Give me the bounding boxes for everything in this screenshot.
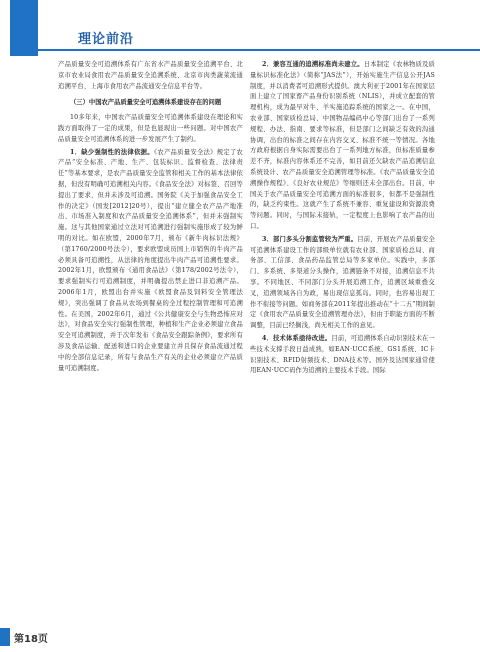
paragraph-5-lead: 4．技术体系亟待改进。	[262, 334, 332, 342]
intro-paragraph: 产品质量安全可追溯体系有广东省水产品质量安全追溯平台、北京市农业局食用农产品质量安全追溯系统、北京市肉类蔬菜流通追溯平台、上海市食用农产品流通安全信息平台等。	[58, 61, 243, 90]
paragraph-3-body: 日本制定《农林物质及质量标识标准化法》（简称“JAS法”），开始实施生产信息公开JAS制度，并以消费者可追溯形式提供。澳大利亚于2001年在国家层面上建立了国家畜产品身份识别系统（NLIS），并成立配套的管理机构，成为最早对牛、羊实施追踪系统的国家之一。在中国，农业部、国家质检总局、中国物品编码中心等部门出台了一系列规程、办法、指南、要求等标准，但是部门之间缺乏有效的沟通协调，出台的标准之间存在内容交叉、标准不统一等情况。各地方政府根据自身实际需要出台了一系列地方标准，但标准质量参差不齐，标准内容体系还不完善，如目前还欠缺农产品追溯信息系统设计、农产品质量安全追溯管理等标准。《农产品质量安全追溯操作规程》、《良好农业规范》等细则还未全部出台。目前，中国关于农产品质量安全可追溯方面的标准很多，但都不是强制性的，缺乏约束性。这就产生了系统不兼容、重复建设和资源浪费等问题。同时，与国际未接轨，一定程度上也影响了农产品的出口。	[250, 61, 435, 230]
paragraph-3	[250, 60, 435, 233]
paragraph-4	[250, 235, 435, 332]
header-accent-block	[10, 0, 38, 56]
page-number: 第18页	[14, 634, 48, 645]
paragraph-5-body: 目前，可追溯体系自动识别技术在一些技术支撑手段日益成熟，如EAN·UCC系统、GS1系统、IC卡识别技术、RFID射频技术、DNA技术等。国外及达国家通常使用EAN·UCC码作为追溯的主要技术手段。国际	[250, 334, 435, 375]
paragraph-2-lead: 1．缺少强制性的法律依据。	[70, 148, 154, 156]
footer-accent-block	[0, 628, 10, 646]
subheading: （三）中国农产品质量安全可追溯体系建设存在的问题	[70, 99, 222, 107]
paragraph-2	[58, 148, 243, 375]
section-title: 理论前沿	[78, 32, 135, 47]
paragraph-4-lead: 3．部门多头分割监管较为严重。	[262, 235, 358, 243]
left-column	[58, 60, 243, 376]
right-column	[250, 60, 435, 379]
paragraph-5	[250, 334, 435, 377]
paragraph-3-lead: 2．兼容互通的追溯标准尚未建立。	[262, 61, 364, 68]
paragraph-4-body: 目前，开展农产品质量安全可追溯体系建设工作的部级单位就有农业部、国家质检总局、商务部、工信部、食品药品监管总局等多家单位。实践中，多部门、多系统、多渠道分头操作，追溯链条不对接，追溯信息不共享。不同地区、不同部门分头开展追溯工作，追溯区域重叠交叉，追溯领域各自为政，易出现信息孤岛。同时，也容易出现工作不衔接等问题。如商务部在2011年提出推动在“十二五”期间制定《食用农产品质量安全追溯管理办法》，但由于职能方面的不断调整，目前已经搁浅，尚无相关工作的意见。	[250, 235, 435, 330]
header-rule	[38, 49, 480, 51]
paragraph-2-body: 《农产品质量安全法》规定了农产品“安全标准、产地、生产、包装标识、监督检查、法律责任”等基本要求，是农产品质量安全监管和相关工作的基本法律依据，但没有明确可追溯相关内容。《食品安全法》对标签、召回等提出了要求，但并未涉及可追溯。国务院《关于加强食品安全工作的决定》（国发[2012]20号），提出“建立健全农产品产地准出、市场准入制度和农产品质量安全追溯体系”，但并未强制实施。这与其他国家通过立法对可追溯进行强制实施形成了较为鲜明的对比。如在欧盟，2000年7月，颁布《新牛肉标识法规》（第1760/2000号法令），要求欧盟成员国上市销售的牛肉产品必须具备可追溯性，从法律的角度提出牛肉产品可追溯性要求。2002年1月，欧盟颁布《通用食品法》（第178/2002号法令），要求强制实行可追溯制度，并明确提出禁止进口非追溯产品。2006年1月，欧盟出台并实施《欧盟食品及饲料安全管理法规》，突出强调了食品从农场到餐桌的全过程控制管理和可追溯性。在美国，2002年6月，通过《公共健康安全与生物恐怖应对法》，对食品安全实行强制性管理，种植和生产企业必须建立食品安全可追溯制度，并于次年发布《食品安全跟踪条例》，要求所有涉及食品运输、配送和进口的企业要建立并且保存食品流通过程中的全部信息记录，所有与食品生产有关的企业必须建立产品质量可追溯制度。	[58, 148, 243, 372]
paragraph-1: 10多年来，中国农产品质量安全可追溯体系建设在理论和实践方面取得了一定的成果，但是也显现出一些问题。对中国农产品质量安全可追溯体系的进一步发展产生了制约。	[58, 114, 243, 143]
